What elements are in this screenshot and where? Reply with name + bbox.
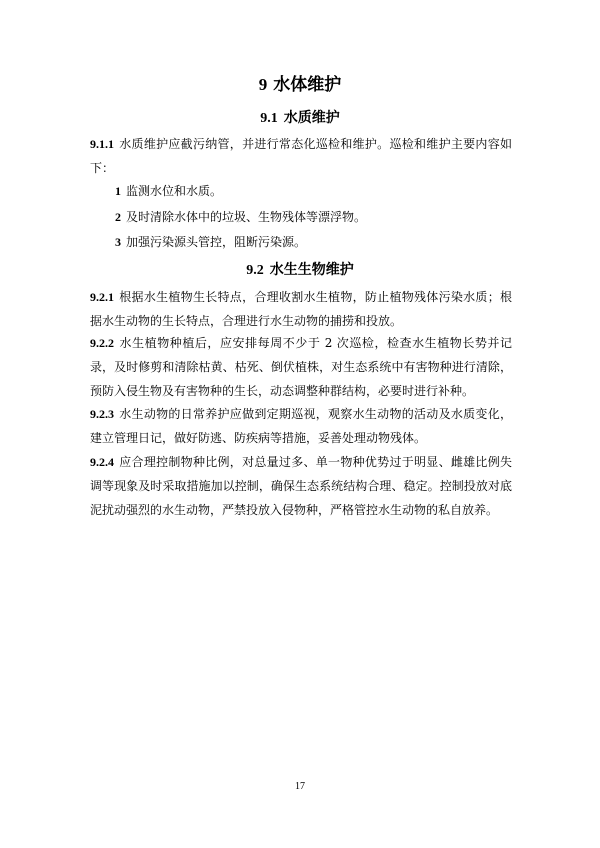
clause-paragraph [90,132,512,180]
clause-text: 根据水生植物生长特点，合理收割水生植物，防止植物残体污染水质；根据水生动物的生长特点，合理进行水生动物的捕捞和投放。 [90,290,512,328]
list-item-text: 监测水位和水质。 [126,184,223,198]
clause-paragraph [90,450,512,522]
clause-number: 9.2.2 [90,336,114,350]
clause-text: 应合理控制物种比例，对总量过多、单一物种优势过于明显、雌雄比例失调等现象及时采取措施加以控制，确保生态系统结构合理、稳定。控制投放对底泥扰动强烈的水生动物，严禁投放入侵物种，严格管控水生动物的私自放养。 [90,455,512,517]
clause-number: 9.2.1 [90,290,114,304]
section-number: 9.2 [246,263,264,278]
list-item-number: 3 [115,235,121,249]
list-item [115,179,515,203]
clause-paragraph [90,402,512,450]
clause-number: 9.2.3 [90,407,114,421]
clause-number: 9.2.4 [90,455,114,469]
list-item-number: 1 [115,184,121,198]
section-title [0,260,600,281]
list-item-number: 2 [115,210,121,224]
list-item [115,230,515,254]
chapter-number: 9 [258,75,268,94]
page-number: 17 [295,781,305,792]
clause-text: 水质维护应截污纳管，并进行常态化巡检和维护。巡检和维护主要内容如下： [90,137,512,175]
clause-text: 水生动物的日常养护应做到定期巡视，观察水生动物的活动及水质变化，建立管理日记，做好防逃、防疾病等措施，妥善处理动物残体。 [90,407,512,445]
chapter-title-text: 水体维护 [273,75,342,95]
list-item [115,205,515,229]
clause-text: 水生植物种植后，应安排每周不少于 2 次巡检，检查水生植物长势并记录，及时修剪和清除枯黄、枯死、倒伏植株，对生态系统中有害物种进行清除，预防入侵生物及有害物种的生长，动态调整种群结构，必要时进行补种。 [90,336,512,398]
clause-number: 9.1.1 [90,137,114,151]
clause-paragraph [90,285,512,333]
section-title [0,108,600,129]
clause-paragraph [90,331,512,403]
section-number: 9.1 [260,111,278,126]
chapter-title [0,74,600,96]
section-title-text: 水生生物维护 [269,262,354,278]
list-item-text: 加强污染源头管控，阻断污染源。 [126,235,307,249]
list-item-text: 及时清除水体中的垃圾、生物残体等漂浮物。 [126,210,367,224]
section-title-text: 水质维护 [283,110,340,126]
